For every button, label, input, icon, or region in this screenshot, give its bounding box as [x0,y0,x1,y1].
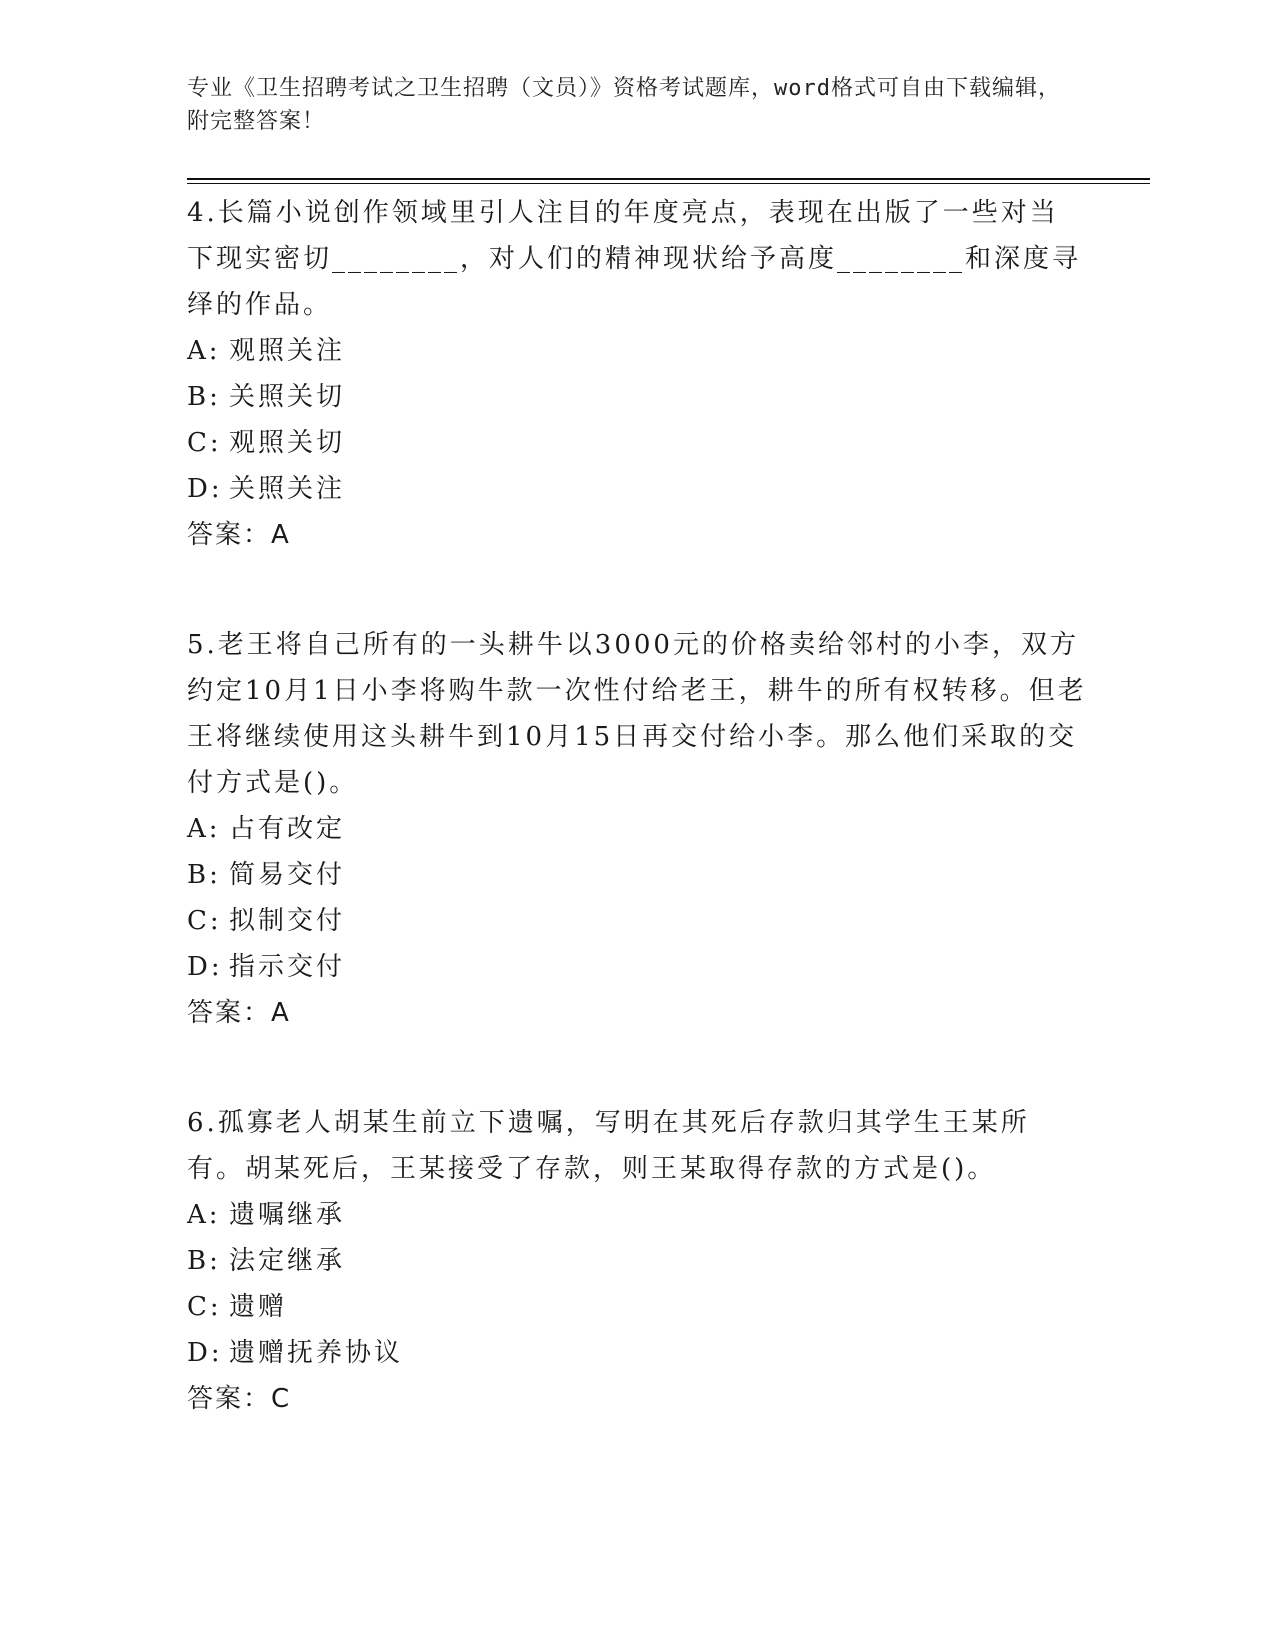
question-6 [187,1100,1087,1422]
option-text: 关照关注 [229,474,346,504]
option-a [187,1192,1087,1238]
option-text: 指示交付 [229,952,346,982]
option-text: 遗嘱继承 [229,1200,346,1230]
option-d [187,466,1087,512]
option-b [187,852,1087,898]
question-5 [187,622,1087,1036]
option-text: 观照关注 [229,336,346,366]
option-c [187,898,1087,944]
answer-line: 答案：A [187,520,291,550]
option-key: A: [187,336,221,366]
option-d [187,944,1087,990]
option-text: 观照关切 [229,428,346,458]
option-key: C: [187,906,222,936]
option-list [187,328,1087,512]
option-text: 简易交付 [229,860,346,890]
option-key: A: [187,1200,221,1230]
option-text: 遗赠抚养协议 [229,1338,404,1368]
question-stem: 5.老王将自己所有的一头耕牛以3000元的价格卖给邻村的小李，双方约定10月1日小李将购牛款一次性付给老王，耕牛的所有权转移。但老王将继续使用这头耕牛到10月15日再交付给小李。那么他们采取的交付方式是()。 [187,630,1087,798]
option-list [187,1192,1087,1376]
option-a [187,806,1087,852]
option-text: 遗赠 [229,1292,288,1322]
option-key: A: [187,814,221,844]
question-stem: 6.孤寡老人胡某生前立下遗嘱，写明在其死后存款归其学生王某所有。胡某死后，王某接受了存款，则王某取得存款的方式是()。 [187,1108,1030,1184]
header-rule-thick [187,178,1150,180]
option-c [187,1284,1087,1330]
option-key: B: [187,1246,221,1276]
option-key: D: [187,474,223,504]
option-d [187,1330,1087,1376]
answer-line: 答案：C [187,1384,292,1414]
option-text: 关照关切 [229,382,346,412]
option-list [187,806,1087,990]
document-header-note: 专业《卫生招聘考试之卫生招聘（文员）》资格考试题库，word格式可自由下载编辑，附完整答案！ [187,76,1061,134]
option-a [187,328,1087,374]
option-key: B: [187,382,221,412]
option-text: 占有改定 [229,814,346,844]
header-rule-thin [187,183,1150,184]
option-key: D: [187,952,223,982]
question-list [187,190,1087,1422]
option-key: C: [187,1292,222,1322]
option-b [187,374,1087,420]
question-stem: 4.长篇小说创作领域里引人注目的年度亮点，表现在出版了一些对当下现实密切________，对人们的精神现状给予高度________和深度寻绎的作品。 [187,198,1082,320]
question-spacer [187,1036,1087,1100]
answer-line: 答案：A [187,998,291,1028]
option-c [187,420,1087,466]
option-key: B: [187,860,221,890]
option-text: 法定继承 [229,1246,346,1276]
question-4 [187,190,1087,558]
question-spacer [187,558,1087,622]
option-b [187,1238,1087,1284]
option-key: D: [187,1338,223,1368]
option-key: C: [187,428,222,458]
option-text: 拟制交付 [229,906,346,936]
